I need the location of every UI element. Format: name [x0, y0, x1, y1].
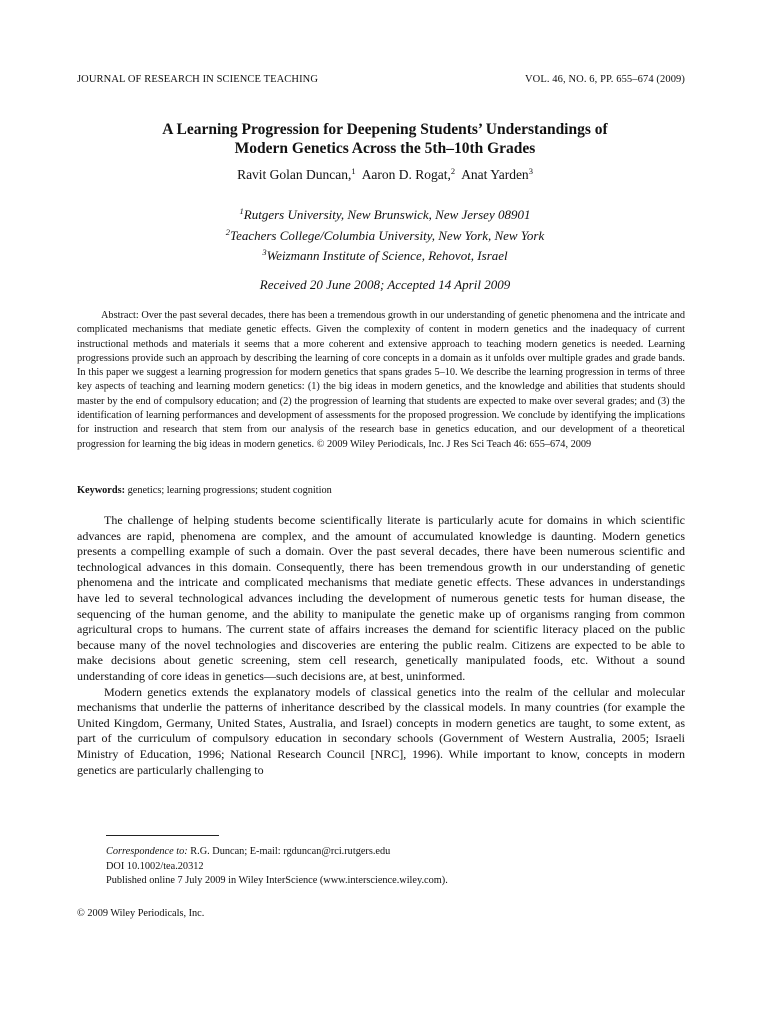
published-note: Published online 7 July 2009 in Wiley InterScience (www.interscience.wiley.com).	[106, 875, 448, 886]
volume-info: VOL. 46, NO. 6, PP. 655–674 (2009)	[524, 74, 685, 85]
author-affil-marker: 3	[528, 166, 533, 176]
title-line-1: A Learning Progression for Deepening Students’ Understandings of	[162, 121, 608, 138]
copyright-notice: © 2009 Wiley Periodicals, Inc.	[77, 908, 205, 919]
footnotes	[106, 845, 666, 889]
journal-name: JOURNAL OF RESEARCH IN SCIENCE TEACHING	[77, 74, 319, 85]
footnote-divider	[106, 835, 219, 836]
author-list	[60, 166, 710, 183]
article-title	[60, 120, 710, 158]
keywords-text: genetics; learning progressions; student cognition	[125, 485, 332, 496]
received-dates: Received 20 June 2008; Accepted 14 April 2009	[259, 277, 511, 292]
affiliation: $^2$Teachers College/Columbia University, New York, New York	[225, 226, 545, 243]
affiliation: $^3$Weizmann Institute of Science, Rehovot, Israel	[262, 247, 508, 263]
correspondence-note: Correspondence to: R.G. Duncan; E-mail: rgduncan@rci.rutgers.edu	[106, 846, 391, 857]
doi-note: DOI 10.1002/tea.20312	[106, 860, 204, 872]
affiliation-list	[60, 203, 710, 265]
author-affil-marker: 1	[351, 166, 356, 176]
body-text	[77, 513, 685, 778]
title-line-2: Modern Genetics Across the 5th–10th Grades	[234, 140, 536, 157]
keywords-label: Keywords:	[77, 485, 126, 496]
author-name: Ravit Golan Duncan,	[237, 167, 352, 182]
author-affil-marker: 2	[450, 166, 456, 176]
body-paragraph: Modern genetics extends the explanatory models of classical genetics into the realm of the cellular and molecular mechanisms that underlie the patterns of inheritance described by the classical models. In many countries (for example the United Kingdom, Germany, United States, Australia, and Israel) concepts in modern genetics are taught, to some extent, as part of the curriculum of compulsory education in secondary schools (Government of Western Australia, 2005; Israeli Ministry of Education, 1996; National Research Council [NRC], 1996). While important to know, concepts in modern genetics are particularly challenging to	[77, 684, 685, 777]
keywords	[77, 484, 685, 498]
abstract: Abstract: Over the past several decades, there has been a tremendous growth in our understanding of genetic phenomena and the intricate and complicated mechanisms that mediate genetic effects. Given the complexity of content in modern genetics and the inadequacy of current instructional methods and materials it seems that a more coherent and extensive approach to teaching modern genetics is needed. Learning progressions provide such an approach by describing the learning of core concepts in a domain as it unfolds over multiple grades and grade bands. In this paper we suggest a learning progression for modern genetics that spans grades 5–10. We describe the learning progression in terms of three key aspects of teaching and learning modern genetics: (1) the big ideas in modern genetics, and the knowledge and abilities that students should master by the end of compulsory education; and (2) the progression of learning that students are expected to make over several grades; and (3) the identification of learning performances and development of assessments for the proposed progression. We conclude by identifying the implications for instruction and research that stem from our analysis of the research base in genetics education, and our development of a theoretical progression for learning the big ideas in modern genetics. © 2009 Wiley Periodicals, Inc. J Res Sci Teach 46: 655–674, 2009	[77, 310, 685, 450]
body-paragraph: The challenge of helping students become scientifically literate is particularly acute for domains in which scientific advances are rapid, phenomena are complex, and the amount of accumulated knowledge is daunting. Modern genetics presents a compelling example of such a domain. Over the past several decades, there have been numerous scientific and technological advances in this domain. Consequently, there has been tremendous growth in our understanding of genetic phenomena and the intricate and complicated mechanisms that mediate genetic effects. These advances in understandings have led to several technological advances including the development of numerous genetic tests for human disease, the sequencing of the human genome, and the ability to manipulate the genetic make up of organisms ranging from common agricultural crops to humans. The current state of affairs increases the demand for scientific literacy placed on the public because many of the novel technologies and discoveries are entering the public realm. Citizens are expected to be able to make decisions about genetic screening, stem cell research, genetically manipulated foods, etc. Without a sound understanding of core ideas in genetics—such decisions are, at best, uninformed.	[77, 513, 685, 683]
author-name: Anat Yarden	[461, 167, 529, 182]
author-name: Aaron D. Rogat,	[361, 167, 451, 182]
affiliation: $^1$Rutgers University, New Brunswick, New Jersey 08901	[239, 206, 531, 222]
running-head	[77, 74, 685, 88]
